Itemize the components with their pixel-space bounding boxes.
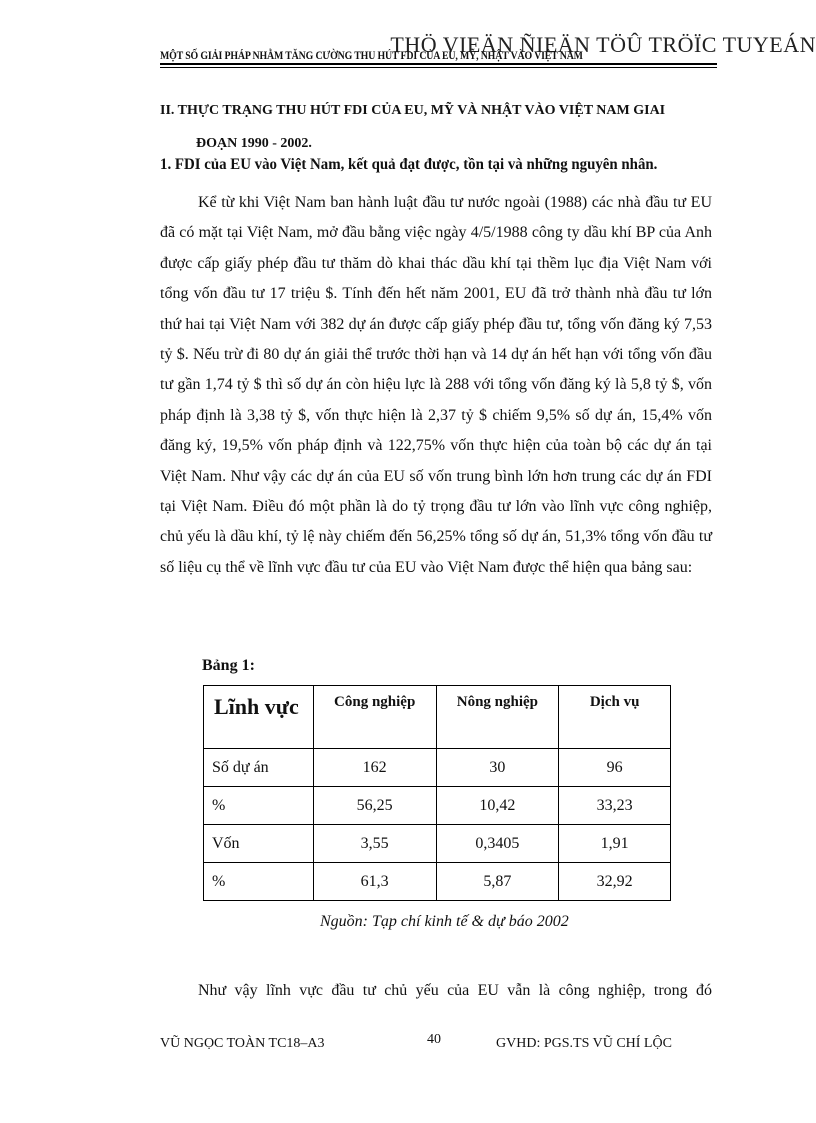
footer-advisor: GVHD: PGS.TS VŨ CHÍ LỘC <box>496 1036 672 1051</box>
table-cell: 32,92 <box>559 863 671 901</box>
table-row-label: % <box>204 787 314 825</box>
table-row <box>204 863 671 901</box>
table-cell: 61,3 <box>313 863 436 901</box>
watermark-text: THÖ VIEÄN ÑIEÄN TÖÛ TRÖÏC TUYEÁN <box>390 32 816 57</box>
table-cell: 56,25 <box>313 787 436 825</box>
table-cell: 30 <box>436 749 559 787</box>
table-cell: 10,42 <box>436 787 559 825</box>
header-divider <box>160 63 717 65</box>
header-divider-thin <box>160 67 717 68</box>
table-cell: 3,55 <box>313 825 436 863</box>
section-heading <box>160 94 720 160</box>
table-header-cell: Công nghiệp <box>313 686 436 749</box>
table-row-label: Vốn <box>204 825 314 863</box>
table-cell: 0,3405 <box>436 825 559 863</box>
table-header-cell: Lĩnh vực <box>204 686 314 749</box>
running-header <box>160 50 717 68</box>
table-header-cell: Nông nghiệp <box>436 686 559 749</box>
body-paragraph: Kể từ khi Việt Nam ban hành luật đầu tư nước ngoài (1988) các nhà đầu tư EU đã có mặt tại Việt Nam, mở đầu bằng việc ngày 4/5/1988 công ty dầu khí BP của Anh được cấp giấy phép đầu tư thăm dò khai thác dầu khí tại thềm lục địa Việt Nam với tổng vốn đầu tư 17 triệu $. Tính đến hết năm 2001, EU đã trở thành nhà đầu tư lớn thứ hai tại Việt Nam với 382 dự án được cấp giấy phép đầu tư, tổng vốn đăng ký 7,53 tỷ $. Nếu trừ đi 80 dự án giải thể trước thời hạn và 14 dự án hết hạn với tổng vốn đầu tư gần 1,74 tỷ $ thì số dự án còn hiệu lực là 288 với tổng vốn đăng ký là 5,8 tỷ $, vốn pháp định là 3,38 tỷ $, vốn thực hiện là 2,37 tỷ $ chiếm 9,5% số dự án, 15,4% vốn đăng ký, 19,5% vốn pháp định và 122,75% vốn thực hiện của toàn bộ các dự án tại Việt Nam. Như vậy các dự án của EU số vốn trung bình lớn hơn trung các dự án FDI tại Việt Nam. Điều đó một phần là do tỷ trọng đầu tư lớn vào lĩnh vực công nghiệp, chủ yếu là dầu khí, tỷ lệ này chiếm đến 56,25% tổng số dự án, 51,3% tổng vốn đầu tư số liệu cụ thể về lĩnh vực đầu tư của EU vào Việt Nam được thể hiện qua bảng sau: <box>160 194 712 576</box>
table-source-note: Nguồn: Tạp chí kinh tế & dự báo 2002 <box>320 913 569 930</box>
table-cell: 1,91 <box>559 825 671 863</box>
footer-author: VŨ NGỌC TOÀN TC18–A3 <box>160 1036 325 1051</box>
section-heading-line1: II. THỰC TRẠNG THU HÚT FDI CỦA EU, MỸ VÀ NHẬT VÀO VIỆT NAM GIAI <box>160 103 666 118</box>
table-row <box>204 749 671 787</box>
table-cell: 33,23 <box>559 787 671 825</box>
table-cell: 162 <box>313 749 436 787</box>
section-heading-line2: ĐOẠN 1990 - 2002. <box>196 136 312 151</box>
table-row-label: Số dự án <box>204 749 314 787</box>
data-table <box>203 685 671 901</box>
table-row <box>204 825 671 863</box>
table-cell: 5,87 <box>436 863 559 901</box>
footer-page-number: 40 <box>427 1032 441 1047</box>
subsection-heading: 1. FDI của EU vào Việt Nam, kết quả đạt được, tồn tại và những nguyên nhân. <box>160 156 658 173</box>
continuation-paragraph: Như vậy lĩnh vực đầu tư chủ yếu của EU vẫn là công nghiệp, trong đó <box>198 982 712 999</box>
table-cell: 96 <box>559 749 671 787</box>
table-row <box>204 787 671 825</box>
table-header-cell: Dịch vụ <box>559 686 671 749</box>
table-label: Bảng 1: <box>202 657 255 674</box>
table-header-row <box>204 686 671 749</box>
table-row-label: % <box>204 863 314 901</box>
running-header-title: MỘT SỐ GIẢI PHÁP NHẰM TĂNG CƯỜNG THU HÚT FDI CỦA EU, MỸ, NHẬT VÀO VIỆT NAM <box>160 50 583 62</box>
